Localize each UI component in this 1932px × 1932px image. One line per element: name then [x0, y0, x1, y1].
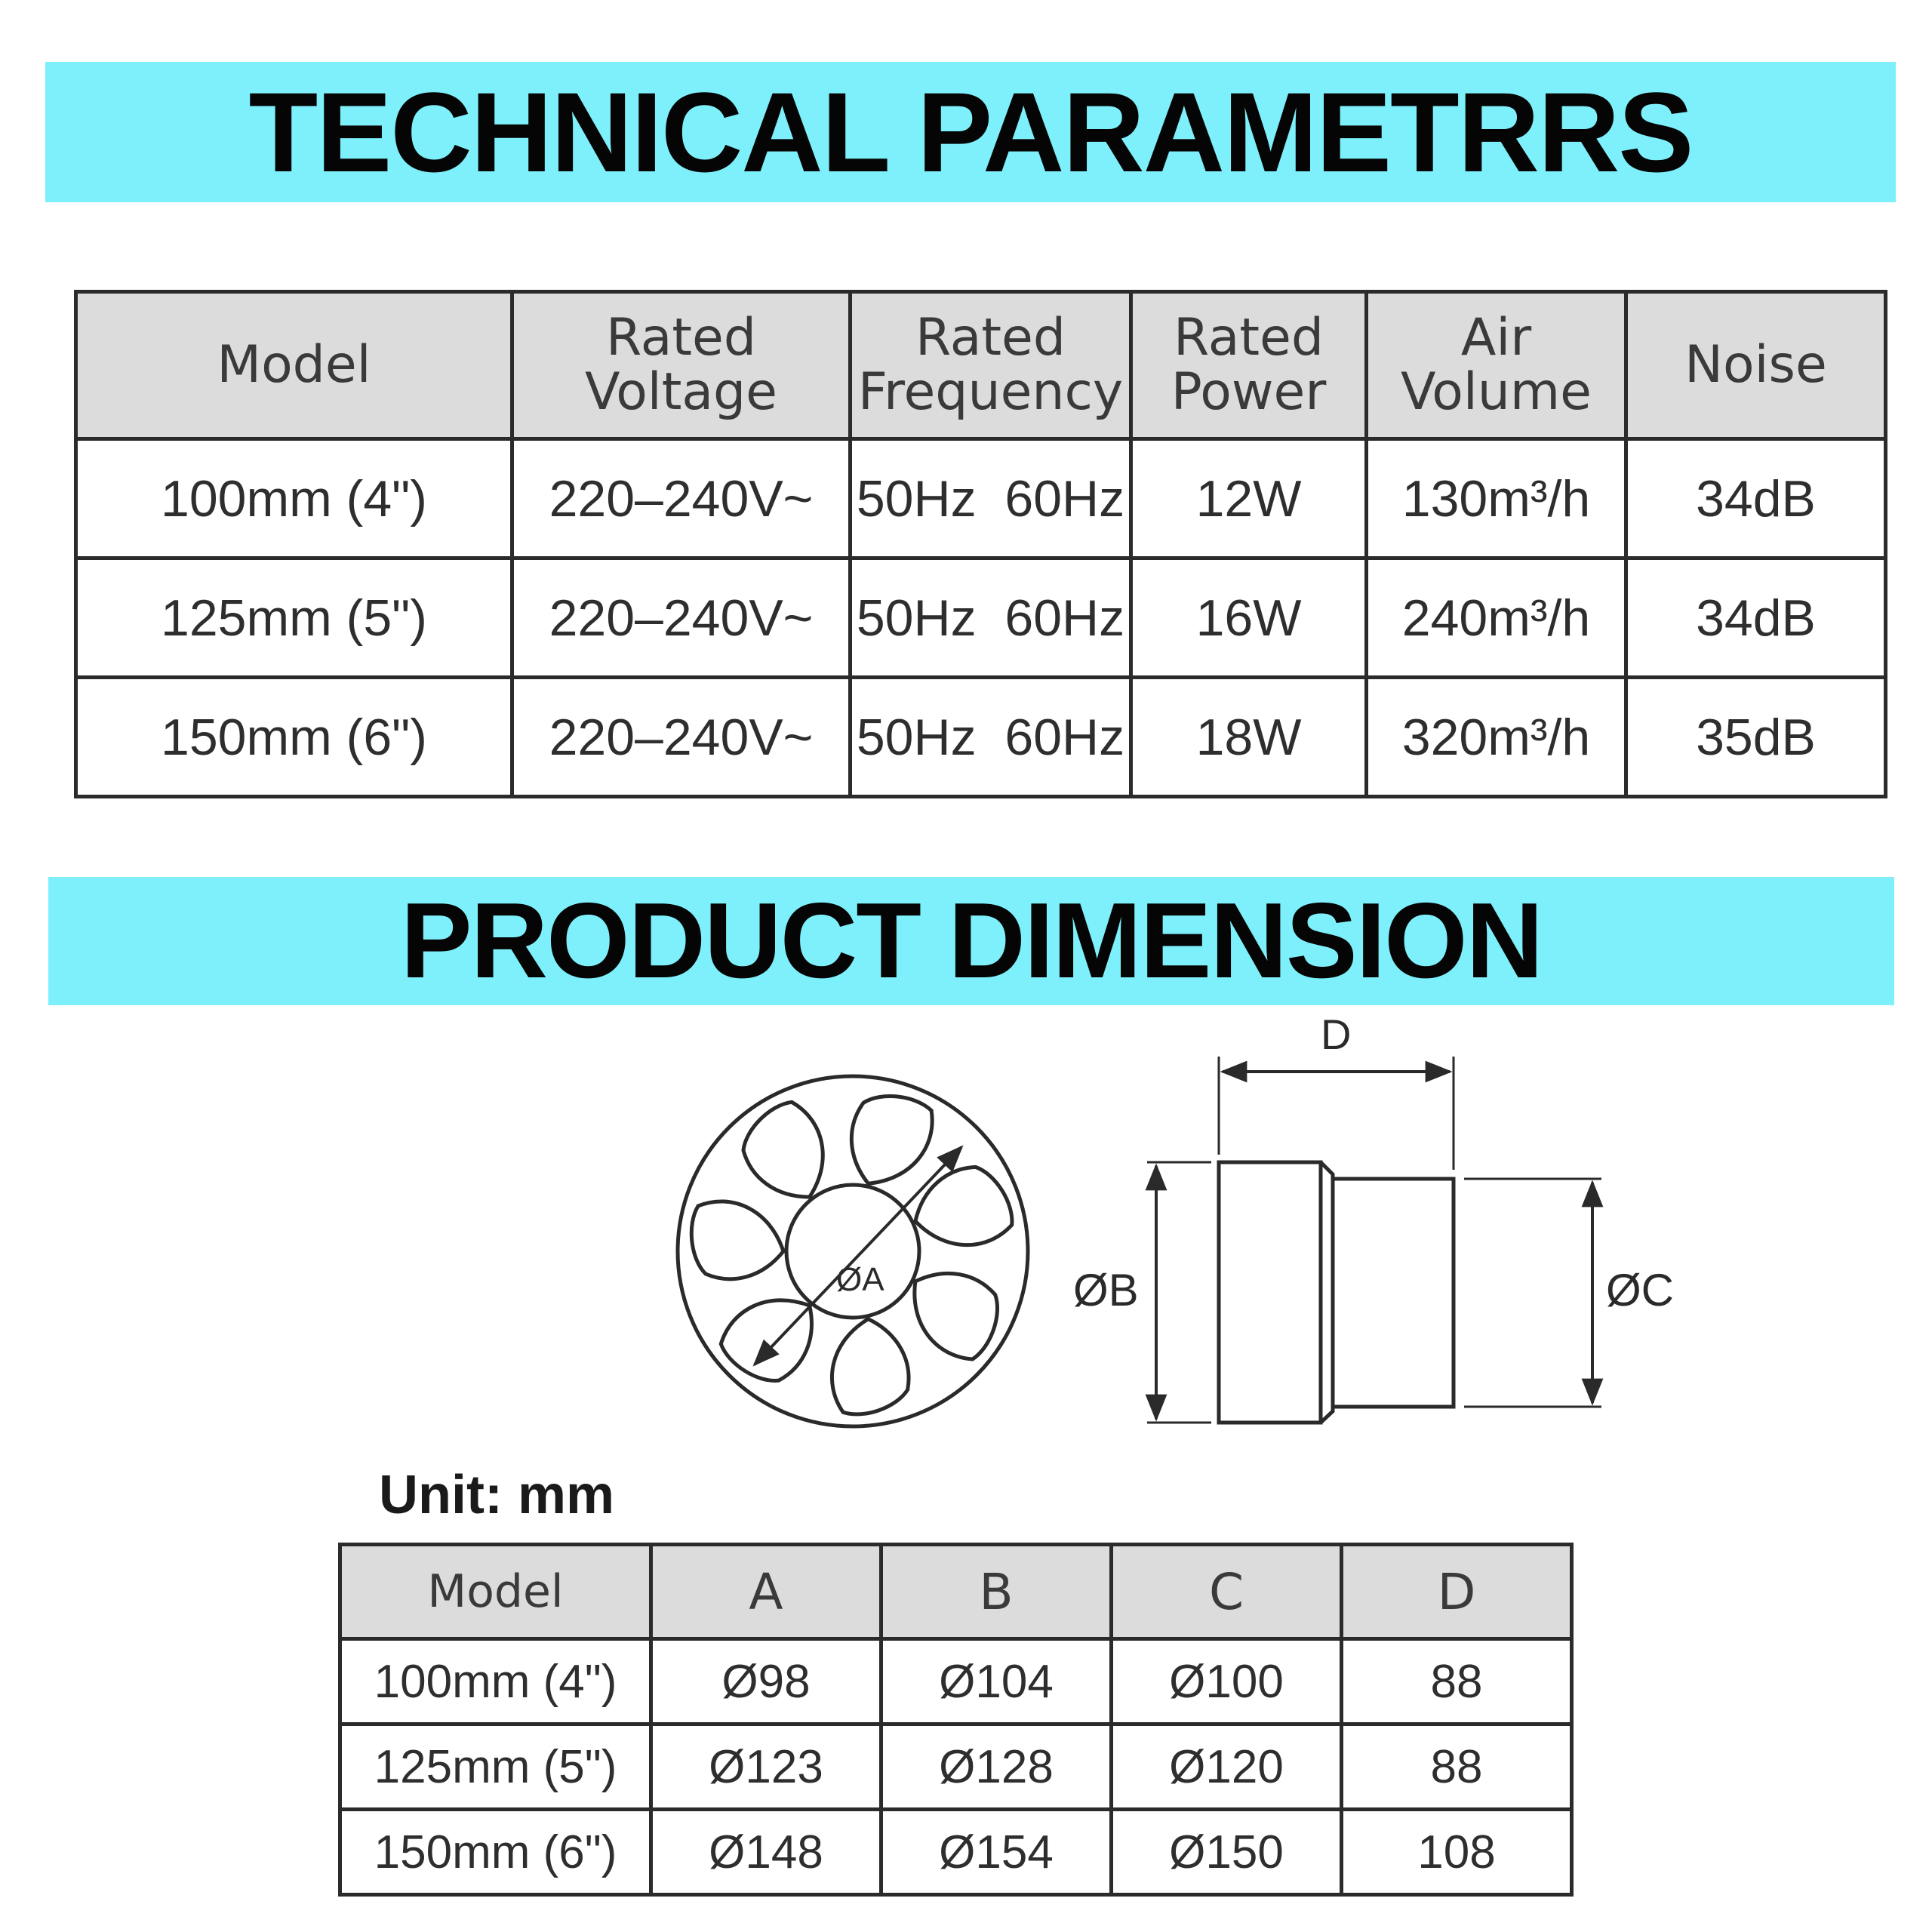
fan-blade	[894, 1257, 1010, 1366]
cell-d: 88	[1342, 1724, 1572, 1810]
header-noise: Noise	[1626, 292, 1886, 439]
dimension-d-label: D	[1321, 1011, 1352, 1058]
cell-b: Ø154	[881, 1810, 1112, 1895]
table-row	[340, 1724, 1572, 1810]
table-header-row	[76, 292, 1886, 439]
cell-model: 125mm (5")	[340, 1724, 651, 1810]
cell-c: Ø150	[1112, 1810, 1342, 1895]
cell-c: Ø120	[1112, 1724, 1342, 1810]
table-row	[76, 439, 1886, 558]
table-row	[340, 1639, 1572, 1724]
cell-noise: 35dB	[1626, 678, 1886, 797]
cell-voltage: 220–240V~	[512, 558, 851, 678]
diameter-a-label: ØA	[836, 1261, 884, 1298]
header-model: Model	[340, 1545, 651, 1639]
cell-frequency: 50Hz 60Hz	[851, 558, 1131, 678]
technical-parameters-title: TECHNICAL PARAMETRRS	[248, 68, 1693, 195]
fan-body-duct	[1333, 1179, 1454, 1407]
header-rated-frequency: Rated Frequency	[851, 292, 1131, 439]
table-row	[340, 1810, 1572, 1895]
header-b: B	[881, 1545, 1112, 1639]
cell-model: 100mm (4")	[340, 1639, 651, 1724]
cell-model: 125mm (5")	[76, 558, 512, 678]
cell-power: 18W	[1131, 678, 1367, 797]
fan-body-flange	[1219, 1162, 1321, 1423]
cell-b: Ø104	[881, 1639, 1112, 1724]
cell-voltage: 220–240V~	[512, 678, 851, 797]
diameter-c-label: ØC	[1606, 1265, 1674, 1315]
fan-blade	[820, 1313, 915, 1420]
cell-c: Ø100	[1112, 1639, 1342, 1724]
table-header-row	[340, 1545, 1572, 1639]
table-row	[76, 558, 1886, 678]
cell-b: Ø128	[881, 1724, 1112, 1810]
fan-blades	[691, 1088, 1020, 1420]
technical-parameters-banner	[45, 62, 1896, 202]
header-d: D	[1342, 1545, 1572, 1639]
cell-air-volume: 320m³/h	[1367, 678, 1626, 797]
fan-blade	[691, 1201, 783, 1279]
header-air-volume: Air Volume	[1367, 292, 1626, 439]
cell-model: 150mm (6")	[340, 1810, 651, 1895]
cell-a: Ø98	[651, 1639, 881, 1724]
cell-noise: 34dB	[1626, 439, 1886, 558]
product-dimension-table	[338, 1543, 1574, 1897]
cell-d: 108	[1342, 1810, 1572, 1895]
cell-a: Ø148	[651, 1810, 881, 1895]
cell-air-volume: 130m³/h	[1367, 439, 1626, 558]
product-dimension-title: PRODUCT DIMENSION	[400, 881, 1543, 1001]
cell-noise: 34dB	[1626, 558, 1886, 678]
header-rated-power: Rated Power	[1131, 292, 1367, 439]
product-dimension-banner	[48, 877, 1894, 1005]
cell-power: 12W	[1131, 439, 1367, 558]
cell-a: Ø123	[651, 1724, 881, 1810]
header-c: C	[1112, 1545, 1342, 1639]
cell-power: 16W	[1131, 558, 1367, 678]
header-rated-voltage: Rated Voltage	[512, 292, 851, 439]
cell-air-volume: 240m³/h	[1367, 558, 1626, 678]
cell-model: 100mm (4")	[76, 439, 512, 558]
header-model: Model	[76, 292, 512, 439]
cell-frequency: 50Hz 60Hz	[851, 439, 1131, 558]
header-a: A	[651, 1545, 881, 1639]
cell-model: 150mm (6")	[76, 678, 512, 797]
table-row	[76, 678, 1886, 797]
technical-parameters-table	[74, 290, 1887, 798]
fan-blade	[841, 1088, 937, 1195]
dimension-diagram	[649, 1011, 1706, 1464]
unit-label: Unit: mm	[379, 1465, 614, 1525]
cell-frequency: 50Hz 60Hz	[851, 678, 1131, 797]
fan-front-view	[678, 1076, 1028, 1426]
fan-side-view	[1147, 1057, 1601, 1423]
diameter-b-label: ØB	[1073, 1265, 1139, 1315]
cell-d: 88	[1342, 1639, 1572, 1724]
cell-voltage: 220–240V~	[512, 439, 851, 558]
